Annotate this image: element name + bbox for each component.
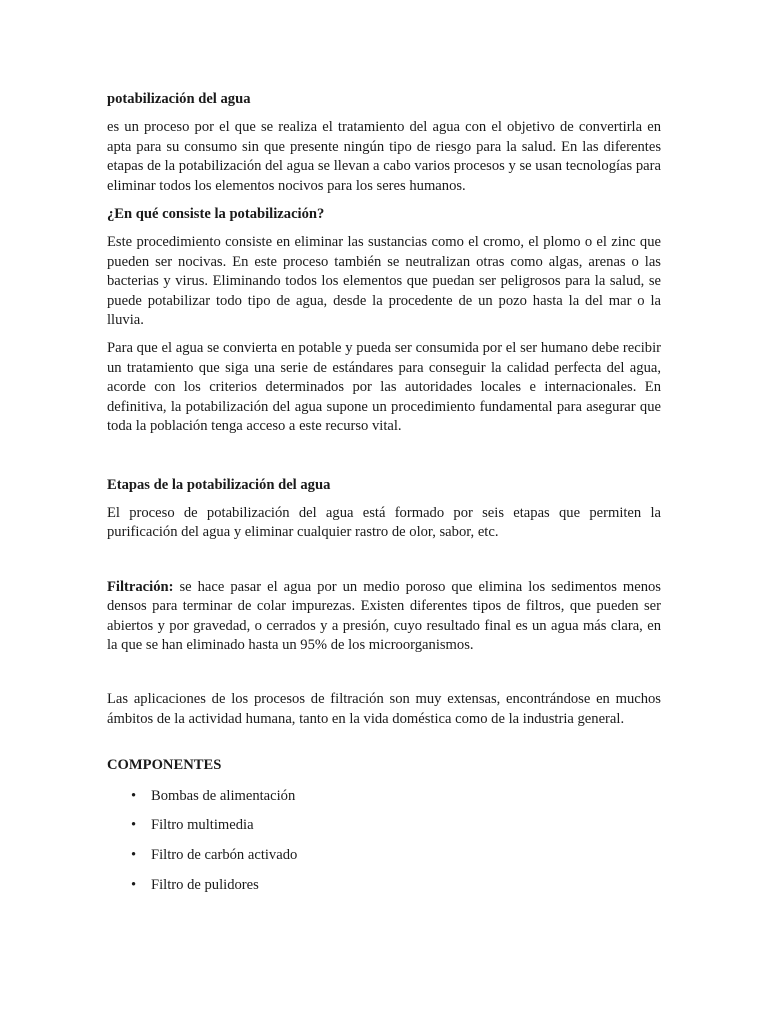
bullet-icon: • [131, 876, 137, 893]
paragraph-potable: Para que el agua se convierta en potable y pueda ser consumida por el ser humano debe recibir un tratamiento que siga una serie de estándares para conseguir la calidad perfecta del agua, acorde con los criterios determinados por las autoridades locales e internacionales. En definitiva, la potabilización del agua supone un procedimiento fundamental para asegurar que toda la población tenga acceso a este recurso vital. [107, 340, 661, 435]
bullet-icon: • [131, 817, 137, 834]
list-item [107, 787, 661, 806]
title-componentes: COMPONENTES [107, 757, 222, 774]
paragraph-aplicaciones: Las aplicaciones de los procesos de filtración son muy extensas, encontrándose en muchos ámbitos de la actividad humana, tanto en la vida doméstica como de la industria general. [107, 691, 661, 727]
list-item [107, 816, 661, 835]
spacer [107, 446, 661, 476]
list-item-label: Filtro de pulidores [151, 876, 259, 893]
bullet-icon: • [131, 847, 137, 864]
list-item-label: Bombas de alimentación [151, 787, 296, 804]
components-list [107, 787, 661, 896]
paragraph-etapas: El proceso de potabilización del agua está formado por seis etapas que permiten la purificación del agua y eliminar cualquier rastro de olor, sabor, etc. [107, 504, 661, 541]
spacer [107, 738, 661, 756]
title-en-que-consiste: ¿En qué consiste la potabilización? [107, 206, 325, 223]
document-page [107, 90, 661, 906]
paragraph-intro: es un proceso por el que se realiza el tratamiento del agua con el objetivo de convertirla en apta para su consumo sin que presente ningún tipo de riesgo para la salud. En las diferentes etapas de la potabilización del agua se llevan a cabo varios procesos y se usan tecnologías para eliminar todos los elementos nocivos para los seres humanos. [107, 119, 661, 194]
spacer [107, 552, 661, 578]
paragraph-procedimiento: Este procedimiento consiste en eliminar las sustancias como el cromo, el plomo o el zinc que pueden ser nocivas. En este proceso también se neutralizan otras como algas, arenas o las bacterias y virus. Eliminando todos los elementos que puedan ser peligrosos para la salud, se puede potabilizar todo tipo de agua, desde la procedente de un pozo hasta la del mar o la lluvia. [107, 234, 661, 329]
title-potabilizacion: potabilización del agua [107, 91, 251, 107]
bullet-icon: • [131, 787, 137, 804]
list-item [107, 876, 661, 895]
list-item-label: Filtro de carbón activado [151, 847, 298, 864]
spacer [107, 664, 661, 690]
list-item [107, 846, 661, 865]
filtracion-text: se hace pasar el agua por un medio poroso que elimina los sedimentos menos densos para terminar de colar impurezas. Existen diferentes tipos de filtros, que pueden ser abiertos y por gravedad, o cerrados y a presión, cuyo resultado final es un agua más clara, en la que se han eliminado hasta un 95% de los microorganismos. [107, 578, 661, 653]
title-etapas: Etapas de la potabilización del agua [107, 476, 331, 493]
filtracion-label: Filtración: [107, 578, 174, 595]
paragraph-filtracion [107, 578, 661, 656]
list-item-label: Filtro multimedia [151, 817, 254, 834]
